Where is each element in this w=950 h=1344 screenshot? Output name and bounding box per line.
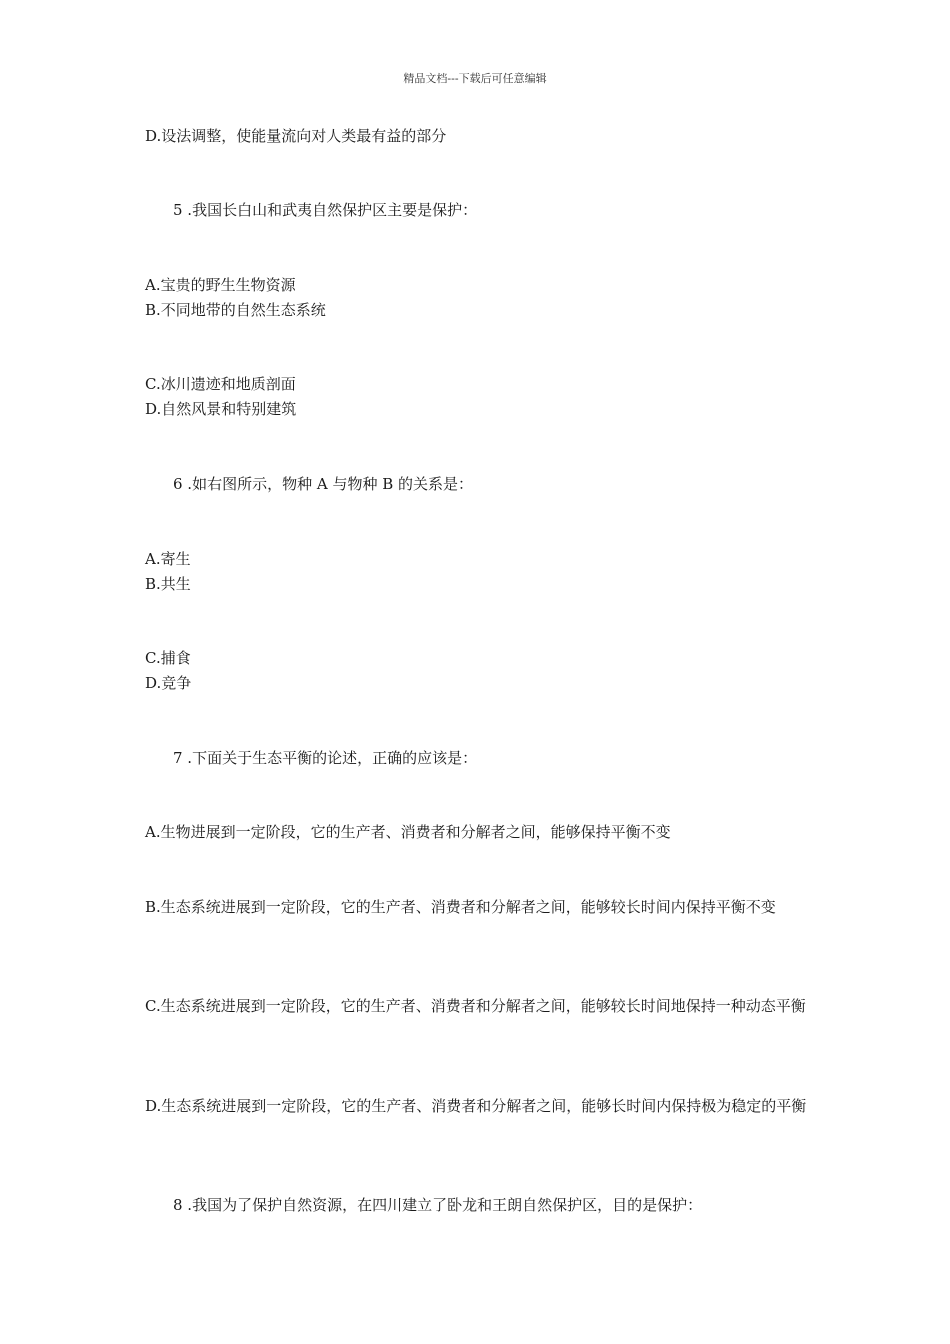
q7-option-a: A.生物进展到一定阶段，它的生产者、消费者和分解者之间，能够保持平衡不变: [145, 823, 671, 841]
q7-option-b: B.生态系统进展到一定阶段，它的生产者、消费者和分解者之间，能够较长时间内保持平衡不变: [145, 898, 776, 916]
q7-option-c: C.生态系统进展到一定阶段，它的生产者、消费者和分解者之间，能够较长时间地保持一种动态平衡: [145, 997, 806, 1015]
q6-option-d: D.竞争: [145, 674, 192, 692]
q6-option-a: A.寄生: [145, 550, 191, 568]
q7-question: 7 .下面关于生态平衡的论述，正确的应该是：: [173, 749, 478, 767]
q6-option-c: C.捕食: [145, 649, 191, 667]
q6-option-b: B.共生: [145, 575, 191, 593]
q5-question: 5 .我国长白山和武夷自然保护区主要是保护：: [173, 201, 478, 219]
q4-option-d: D.设法调整，使能量流向对人类最有益的部分: [145, 127, 447, 145]
q6-question: 6 .如右图所示，物种 A 与物种 B 的关系是：: [173, 475, 474, 493]
q5-option-d: D.自然风景和特别建筑: [145, 400, 297, 418]
page-header: 精品文档---下载后可任意编辑: [403, 72, 547, 85]
q8-question: 8 .我国为了保护自然资源，在四川建立了卧龙和王朗自然保护区，目的是保护：: [173, 1196, 703, 1214]
q7-option-d: D.生态系统进展到一定阶段，它的生产者、消费者和分解者之间，能够长时间内保持极为稳定的平衡: [145, 1097, 807, 1115]
q5-option-a: A.宝贵的野生生物资源: [145, 276, 296, 294]
q5-option-b: B.不同地带的自然生态系统: [145, 301, 326, 319]
q5-option-c: C.冰川遗迹和地质剖面: [145, 375, 296, 393]
